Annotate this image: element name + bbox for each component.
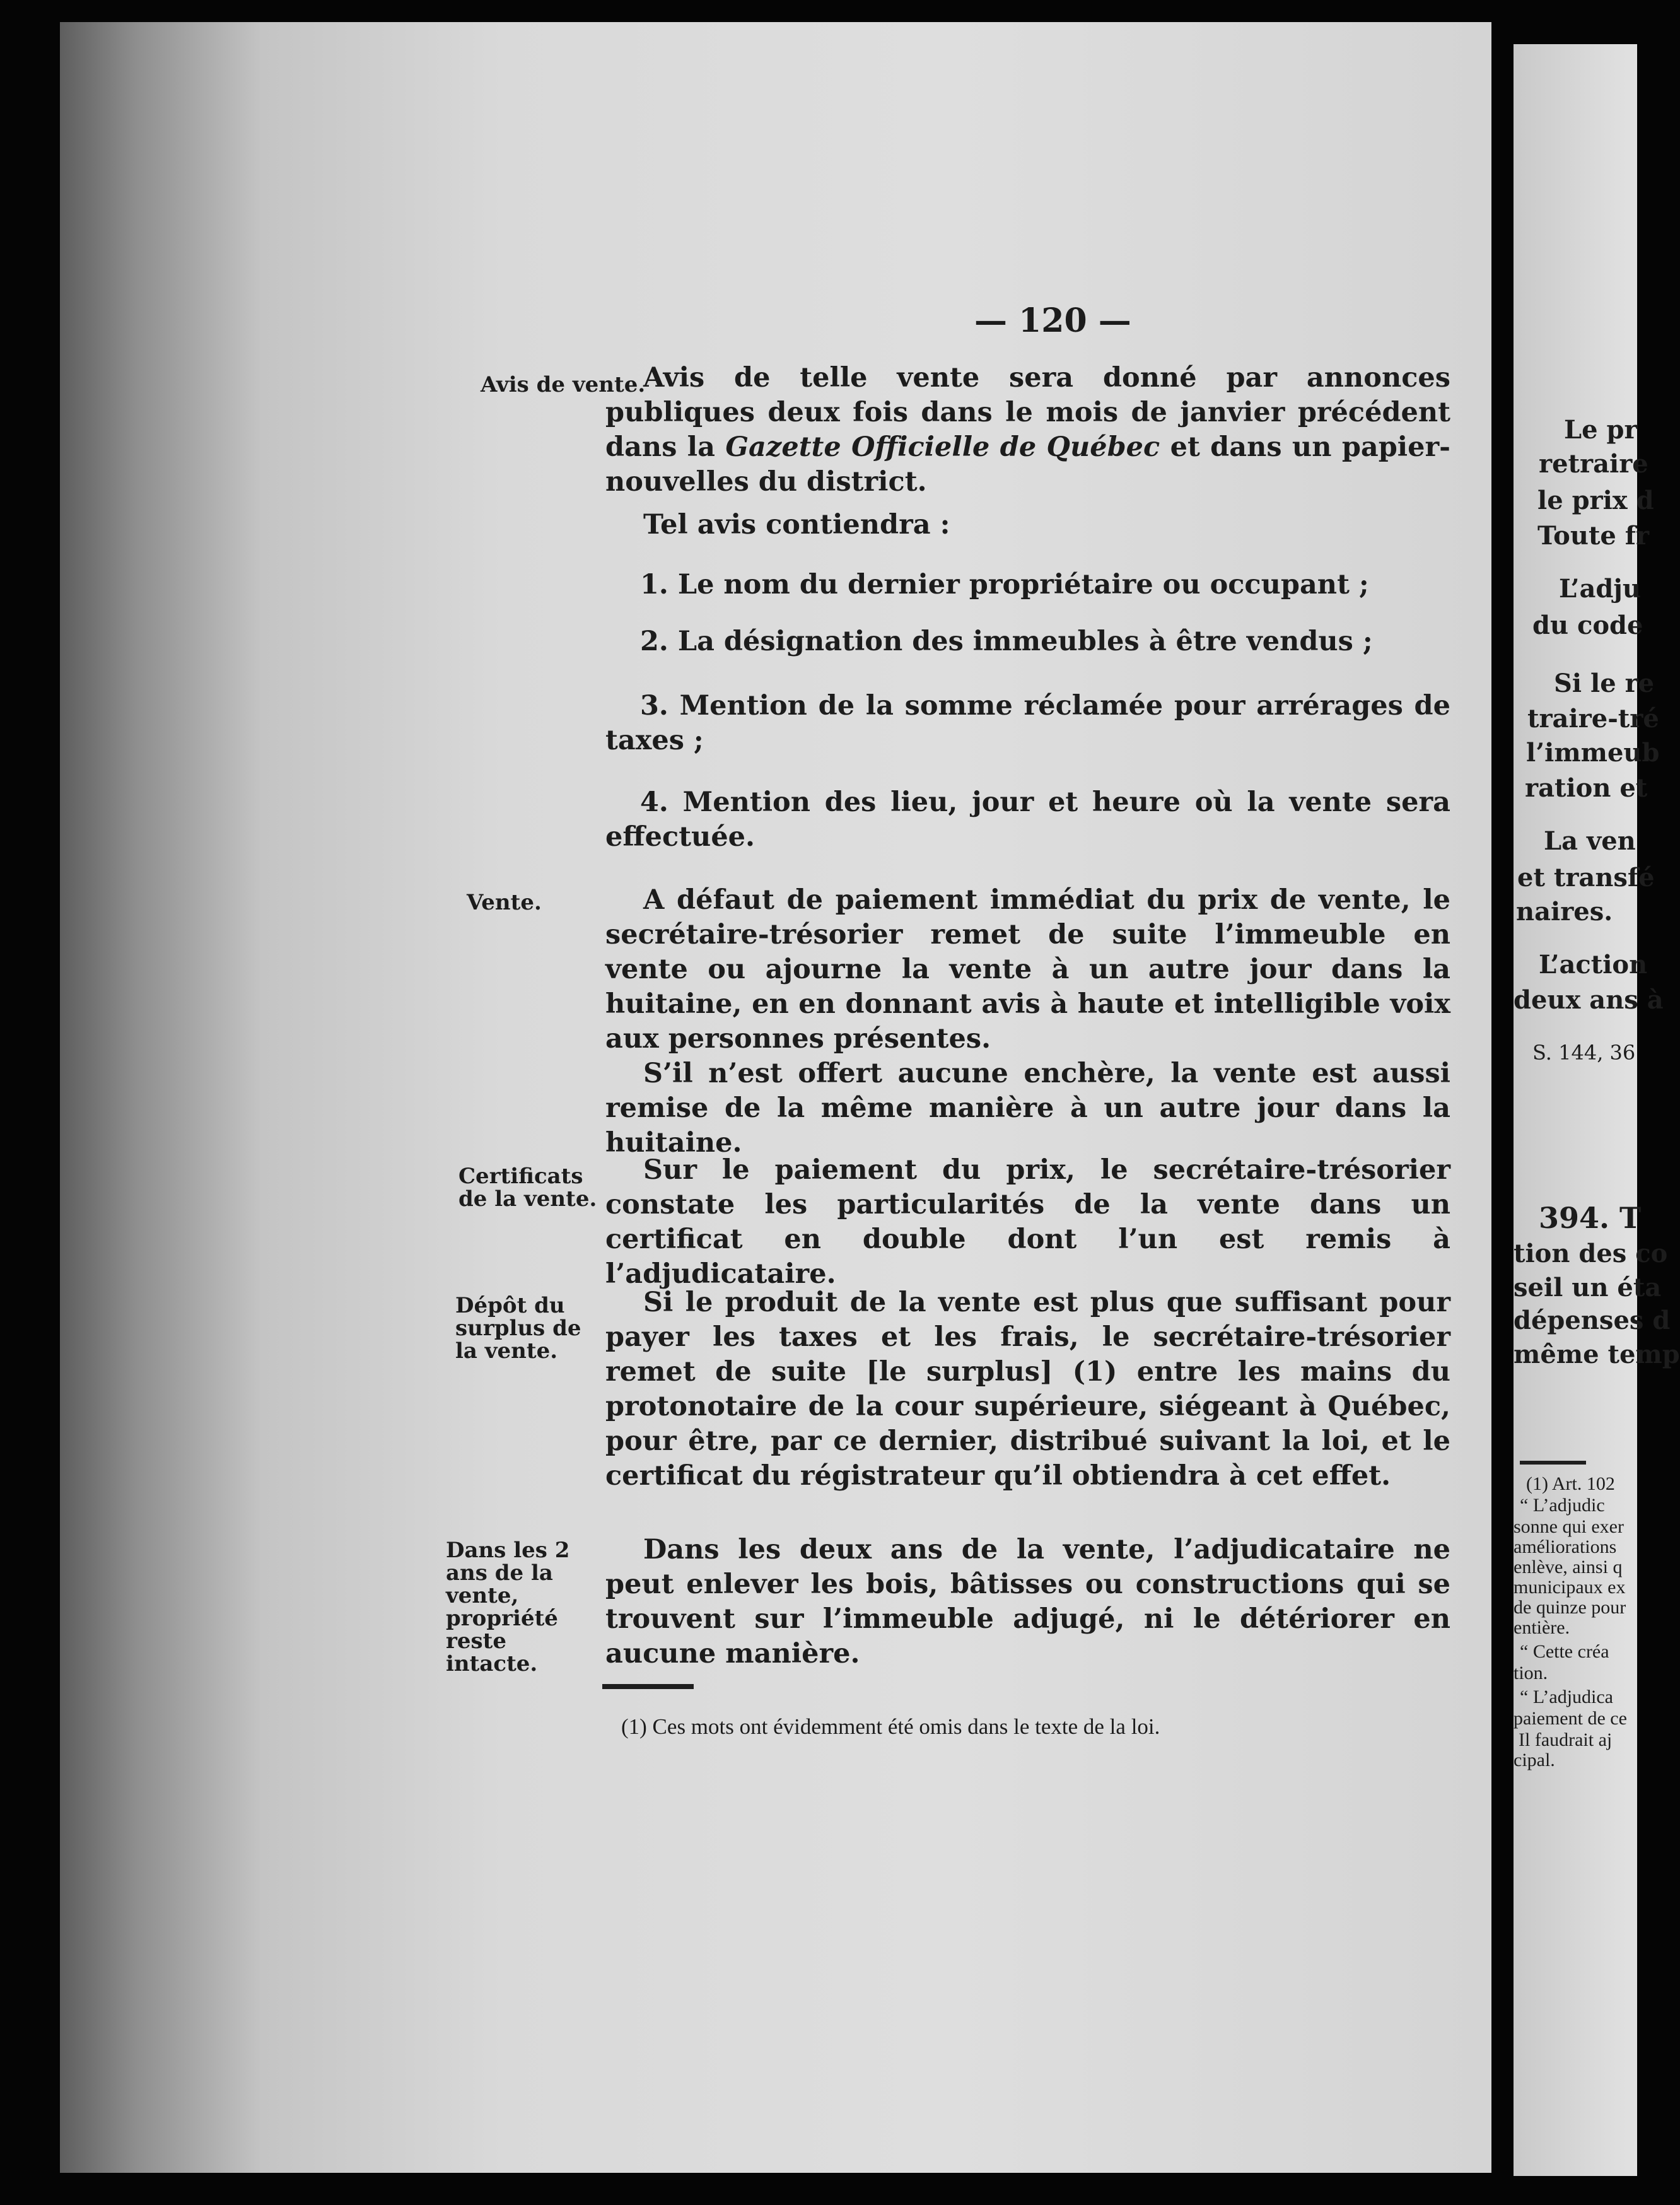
paragraph-enchere: S’il n’est offert aucune enchère, la vente est aussi remise de la même manière à un autre jour dans la huitaine. xyxy=(605,1058,1450,1159)
list-item-2: 2. La désignation des immeubles à être vendus ; xyxy=(640,626,1373,657)
right-footnote-line: enlève, ainsi q xyxy=(1514,1557,1623,1577)
right-footnote-line: entière. xyxy=(1514,1617,1570,1638)
right-line: tion des co xyxy=(1514,1239,1668,1268)
right-line: l’immeub xyxy=(1526,738,1660,768)
right-line: ration et xyxy=(1525,773,1648,803)
right-line: et transfé xyxy=(1517,863,1655,892)
right-line: traire-tré xyxy=(1527,704,1659,734)
margin-note-certificats: Certificats de la vente. xyxy=(458,1164,597,1212)
paragraph-vente: A défaut de paiement immédiat du prix de vente, le secrétaire-trésorier remet de suite l’immeuble en vente ou ajourne la vente à un autre jour dans la huitaine, en en donnant avis à haute et intelligible voix aux personnes présentes. xyxy=(605,884,1450,1055)
right-footnote-line: “ L’adjudica xyxy=(1520,1687,1613,1707)
right-footnote-line: paiement de ce xyxy=(1514,1708,1627,1729)
list-item-4: 4. Mention des lieu, jour et heure où la vente sera effectuée. xyxy=(605,787,1450,853)
list-item-1: 1. Le nom du dernier propriétaire ou occupant ; xyxy=(640,569,1369,600)
right-footnote-line: (1) Art. 102 xyxy=(1526,1473,1615,1494)
margin-note-deux-ans: Dans les 2 ans de la vente, propriété reste intacte. xyxy=(446,1538,570,1676)
margin-note-avis-de-vente: Avis de vente. xyxy=(481,372,646,397)
right-line: L’adju xyxy=(1559,574,1641,604)
right-footnote-line: de quinze pour xyxy=(1514,1597,1626,1618)
right-line: seil un éta xyxy=(1514,1273,1662,1302)
paragraph-intact: Dans les deux ans de la vente, l’adjudicataire ne peut enlever les bois, bâtisses ou constructions qui se trouvent sur l’immeuble adjugé, ni le détériorer en aucune manière. xyxy=(605,1534,1450,1670)
right-footnote-line: Il faudrait aj xyxy=(1519,1729,1613,1750)
right-footnote-line: cipal. xyxy=(1514,1750,1555,1770)
right-line: le prix d xyxy=(1537,486,1654,515)
right-line: du code xyxy=(1532,611,1643,640)
paragraph-avis-lead: Avis de telle vente sera donné par annonces publiques deux fois dans le mois de janvier précédent dans la xyxy=(605,362,1450,463)
paragraph-avis-tail: et dans un papier-nouvelles du district. xyxy=(605,431,1451,498)
page-number: — 120 — xyxy=(974,301,1131,340)
right-line: même temp xyxy=(1514,1340,1680,1369)
footnote-rule xyxy=(602,1684,694,1689)
right-line: S. 144, 36 xyxy=(1532,1041,1636,1065)
right-line: retraire xyxy=(1539,449,1648,479)
right-footnote-line: municipaux ex xyxy=(1514,1577,1626,1598)
paragraph-depot: Si le produit de la vente est plus que suffisant pour payer les taxes et les frais, le secrétaire-trésorier remet de suite [le surplus] (1) entre les mains du protonotaire de la cour supérieure, siégeant à Québec, pour être, par ce dernier, distribué suivant la loi, et le certificat du régistrateur qu’il obtiendra à cet effet. xyxy=(605,1287,1450,1492)
right-line: naires. xyxy=(1516,897,1613,927)
right-line: 394. T xyxy=(1539,1201,1642,1235)
right-line: dépenses d xyxy=(1514,1306,1671,1335)
paragraph-avis xyxy=(605,361,1450,500)
paragraph-tel-avis: Tel avis contiendra : xyxy=(643,509,950,541)
right-footnote-line: “ Cette créa xyxy=(1520,1641,1609,1662)
right-page-fragment xyxy=(1514,44,1680,2176)
right-footnote-line: sonne qui exer xyxy=(1514,1516,1624,1537)
right-line: La ven xyxy=(1544,826,1636,856)
right-line: deux ans à xyxy=(1514,985,1664,1015)
right-line: Toute fr xyxy=(1537,521,1650,551)
right-line: Le pr xyxy=(1564,415,1638,445)
right-footnote-line: tion. xyxy=(1514,1663,1548,1683)
right-footnote-line: améliorations xyxy=(1514,1536,1617,1557)
list-item-3: 3. Mention de la somme réclamée pour arrérages de taxes ; xyxy=(605,690,1450,756)
footnote: (1) Ces mots ont évidemment été omis dans le texte de la loi. xyxy=(621,1714,1160,1739)
paragraph-certificat: Sur le paiement du prix, le secrétaire-trésorier constate les particularités de la vente dans un certificat en double dont l’un est remis à l’adjudicataire. xyxy=(605,1154,1450,1290)
right-line: Si le re xyxy=(1554,669,1655,698)
right-footnote-rule xyxy=(1520,1461,1586,1465)
right-line: L’action xyxy=(1539,950,1648,980)
margin-note-depot: Dépôt du surplus de la vente. xyxy=(455,1293,581,1364)
right-footnote-line: “ L’adjudic xyxy=(1520,1495,1605,1516)
margin-note-vente: Vente. xyxy=(467,890,542,915)
gazette-title: Gazette Officielle de Québec xyxy=(725,431,1160,463)
